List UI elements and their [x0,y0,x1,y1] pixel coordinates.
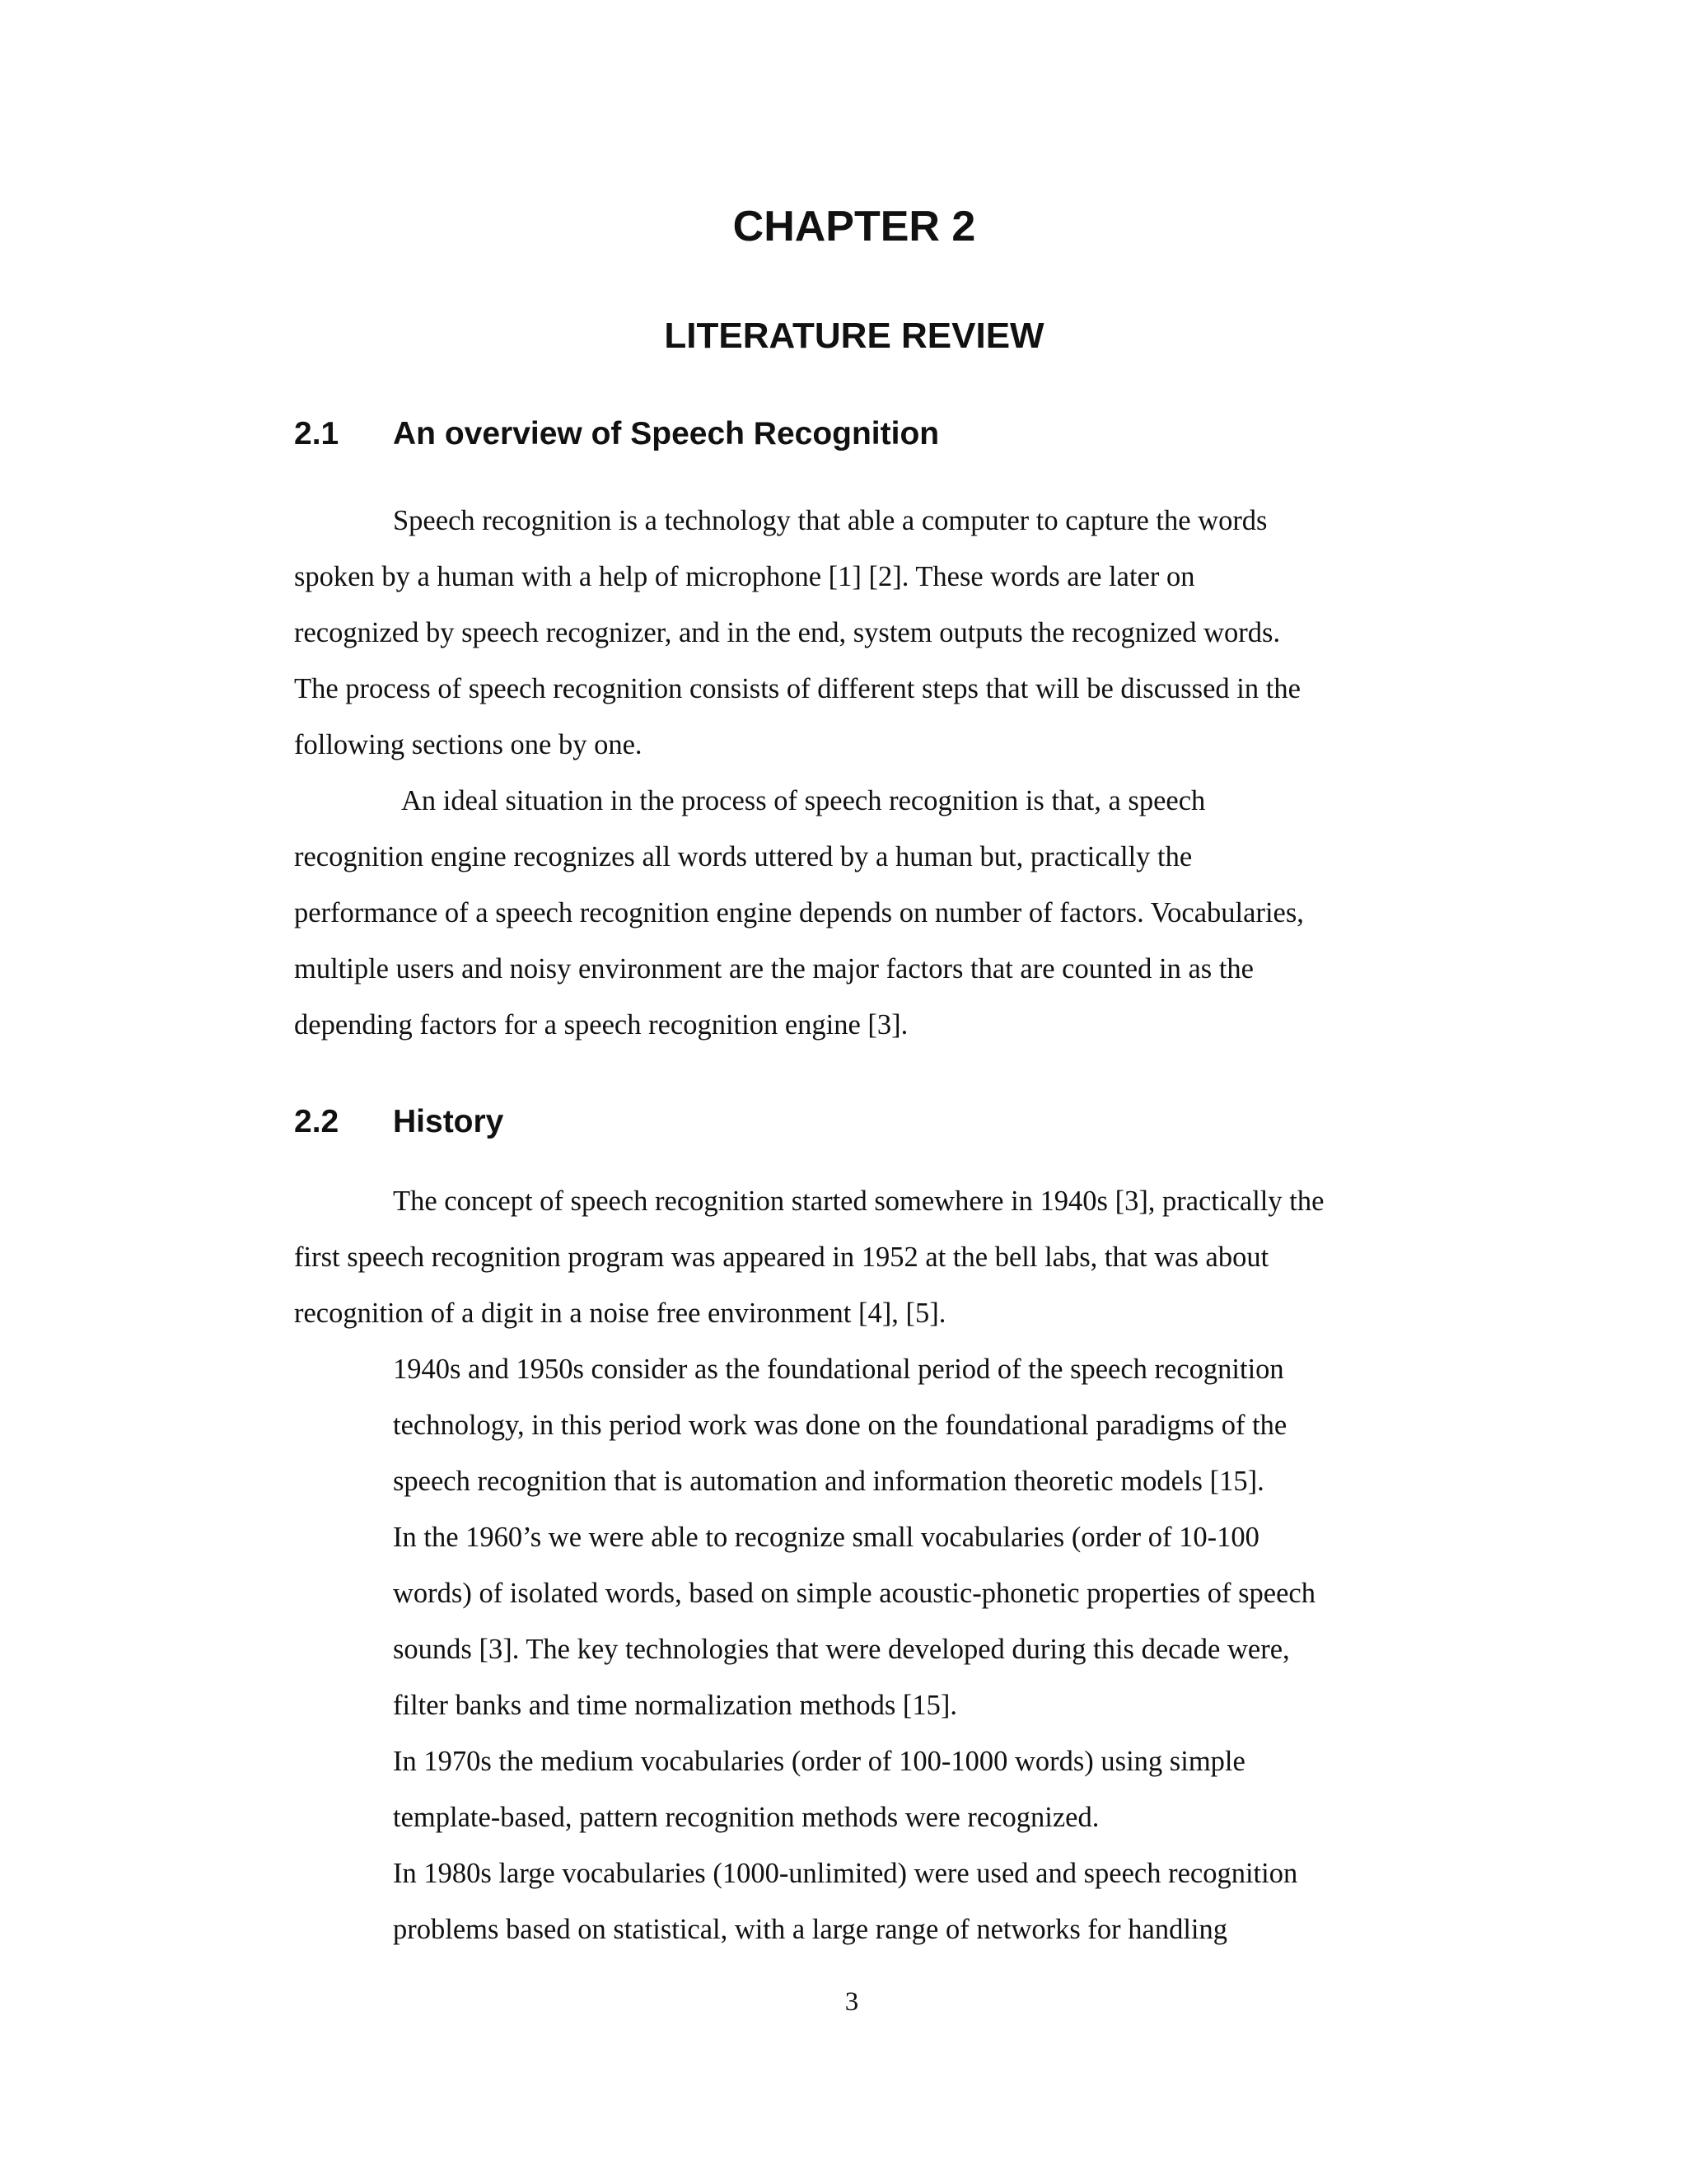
paragraph-line: The process of speech recognition consists of different steps that will be discussed in the [294,673,1301,704]
paragraph-line: The concept of speech recognition started somewhere in 1940s [3], practically the [393,1186,1325,1217]
paragraph-line: In the 1960’s we were able to recognize small vocabularies (order of 10-100 [393,1522,1259,1553]
section-heading-history [294,1100,503,1144]
paragraph-line: multiple users and noisy environment are the major factors that are counted in as the [294,953,1254,984]
section-title: An overview of Speech Recognition [393,416,940,451]
paragraph-line: first speech recognition program was appeared in 1952 at the bell labs, that was about [294,1242,1269,1273]
paragraph-line: In 1970s the medium vocabularies (order of 100-1000 words) using simple [393,1746,1245,1777]
section-title: History [393,1104,504,1139]
chapter-title: CHAPTER 2 [732,203,976,250]
paragraph-line: words) of isolated words, based on simple acoustic-phonetic properties of speech [393,1578,1315,1609]
paragraph-line: filter banks and time normalization methods [15]. [393,1690,958,1721]
paragraph-line: recognition of a digit in a noise free environment [4], [5]. [294,1298,946,1329]
paragraph-line: recognition engine recognizes all words uttered by a human but, practically the [294,841,1193,872]
paragraph-line: 1940s and 1950s consider as the foundational period of the speech recognition [393,1354,1284,1385]
section-number: 2.2 [294,1104,339,1139]
section-number: 2.1 [294,416,339,451]
page-number: 3 [844,1987,859,2017]
paragraph-line: spoken by a human with a help of microphone [1] [2]. These words are later on [294,561,1195,592]
paragraph-line: Speech recognition is a technology that able a computer to capture the words [393,505,1268,536]
paragraph-line: In 1980s large vocabularies (1000-unlimited) were used and speech recognition [393,1858,1298,1889]
paragraph-line: technology, in this period work was done on the foundational paradigms of the [393,1410,1287,1441]
paragraph-line: An ideal situation in the process of speech recognition is that, a speech [401,785,1206,816]
paragraph-line: following sections one by one. [294,729,643,760]
paragraph-line: template-based, pattern recognition methods were recognized. [393,1802,1100,1833]
section-heading-overview [294,412,939,456]
chapter-subtitle: LITERATURE REVIEW [664,316,1044,356]
paragraph-line: sounds [3]. The key technologies that were developed during this decade were, [393,1634,1290,1665]
paragraph-line: recognized by speech recognizer, and in the end, system outputs the recognized words. [294,617,1281,648]
paragraph-line: performance of a speech recognition engine depends on number of factors. Vocabularies, [294,897,1304,928]
paragraph-line: problems based on statistical, with a large range of networks for handling [393,1914,1228,1945]
paragraph-line: speech recognition that is automation and information theoretic models [15]. [393,1466,1264,1497]
paragraph-line: depending factors for a speech recognition engine [3]. [294,1009,909,1041]
